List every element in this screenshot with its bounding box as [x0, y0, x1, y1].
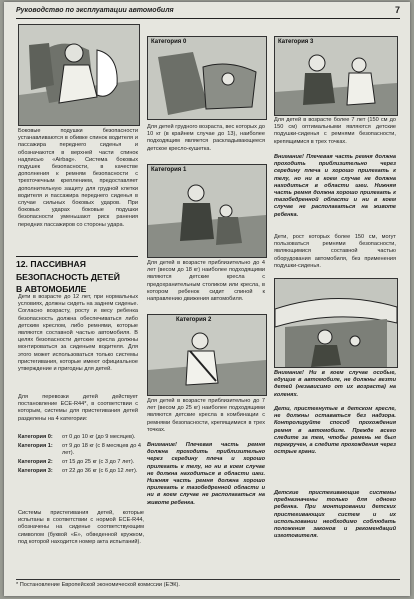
category-value: от 9 до 18 кг (с 8 месяцев до 4 лет).	[62, 443, 141, 456]
category-2-illustration	[147, 314, 267, 396]
category-2-label: Категория 2	[176, 317, 212, 323]
footnote: * Постановление Европейской экономической комиссии (ЕЭК).	[16, 579, 400, 588]
supervision-warning: Дети, пристегнутые в детском кресле, не должны оставаться без надзора. Контролируйте способ прохождения ремня в автомобиле. Прежде всего следите за тем, чтобы ремень не был перекручен, а следите прохождения через острые грани.	[274, 406, 396, 456]
section-title-line2: БЕЗОПАСНОСТЬ ДЕТЕЙ	[16, 271, 120, 282]
category-name: Категория 3:	[18, 468, 53, 474]
children-paragraph-2: Для перевозки детей действует постановление ЕСЕ-R44*, в соответствии с которым, системы для пристегивания детей разделены на 4 категории:	[18, 394, 138, 422]
category-value: от 15 до 25 кг (с 3 до 7 лет).	[62, 459, 135, 465]
category-row	[18, 468, 146, 475]
airbag-paragraph: Боковые подушки безопасности устанавливаются в обивке спинок водителя и пассажира переднего сиденья и обозначаются в верхней части спинок надписью «Airbag». Система боковых подушек безопасности, в качестве дополнения к ремням безопасности с трехточечным креплением, предоставляет дополнительную защиту для грудной клетки водителя и пассажира переднего сиденья в случае сильных боковых ударов. При боковых ударах боковые подушки безопасности уменьшают риск ранения передних пассажиров со стороны удара.	[18, 128, 138, 228]
lap-warning: Внимание! Ни в коем случае особые, едущие в автомобиле, не должны везти детей (независимо от их возраста) на коленях.	[274, 370, 396, 398]
lap-warning-illustration	[274, 278, 398, 368]
category-value: от 22 до 36 кг (с 6 до 12 лет).	[62, 468, 138, 474]
category-row	[18, 434, 146, 441]
category-1-text: Для детей в возрасте приблизительно до 4 лет (весом до 18 кг) наиболее подходящими являются детские кресла с предохранительным столиком или кресла, в котором ребенок сидит спиной к направлению движения автомобиля.	[147, 260, 265, 303]
manual-page	[4, 2, 410, 596]
growth-paragraph: Дети, рост которых более 150 см, могут пользоваться ремнями безопасности, являющимися составной частью оборудования автомобиля, без применения подушки-сиденья.	[274, 234, 396, 269]
header-title: Руководство по эксплуатации автомобиля	[16, 7, 174, 14]
page-number: 7	[394, 5, 400, 15]
category-value: от 0 до 10 кг (до 9 месяцев).	[62, 434, 136, 440]
category-0-label: Категория 0	[151, 39, 187, 45]
section-title-line3: В АВТОМОБИЛЕ	[16, 284, 87, 294]
category-row	[18, 459, 146, 466]
category-0-illustration	[147, 36, 267, 120]
category-3-label: Категория 3	[278, 39, 314, 45]
children-paragraph-3: Системы пристегивания детей, которые испытаны в соответствии с нормой ЕСЕ-R44, обозначены на сиденье соответствующим символом (буквой «Е», обведенной кружком, под которой находится номер акта испытаний).	[18, 510, 144, 545]
category-1-label: Категория 1	[151, 167, 187, 173]
category-row	[18, 443, 146, 457]
category-name: Категория 2:	[18, 459, 53, 465]
category-0-text: Для детей грудного возраста, вес которых до 10 кг (в крайнем случае до 13), наиболее подходящим является раскладывающееся детское кресло-кушетка.	[147, 124, 265, 152]
category-2-warning: Внимание! Плечевая часть ремня должна проходить приблизительно через середину плеча и хорошо прилегать к телу, но ни в коем случае не должна находиться в области шеи. Нижняя часть ремня должна хорошо прилегать к тазобедренной области и ни в коем случае не располагаться на животе ребенка.	[147, 442, 265, 506]
category-1-illustration	[147, 164, 267, 258]
category-name: Категория 1:	[18, 443, 53, 449]
single-child-paragraph: Детские пристегивающие системы предназначены только для одного ребенка. При монтировании детских пристегивающих систем и их использовании необходимо соблюдать положения законов и рекомендаций изготовителя.	[274, 490, 396, 540]
category-3-illustration	[274, 36, 398, 116]
airbag-illustration	[18, 24, 140, 126]
category-2-text: Для детей в возрасте приблизительно до 7 лет (весом до 25 кг) наиболее подходящими являются детские кресла в комбинации с ремнями безопасности, крепящимися в трех точках.	[147, 398, 265, 433]
page-header	[16, 6, 400, 19]
children-paragraph-1: Дети в возрасте до 12 лет, при нормальных условиях, должны сидеть на заднем сиденье. Согласно возрасту, росту и весу ребенка безопасность должна обеспечиваться либо детским креслом, либо ремнями, которые являются составной частью автомобиля. В целях безопасности детские кресла должны монтироваться за сиденьем водителя. Для этого может использоваться только системы пристегивания, которые имеют официальное утверждение и пригодны для детей.	[18, 294, 138, 373]
section-title-line1: 12. ПАССИВНАЯ	[16, 259, 86, 269]
category-name: Категория 0:	[18, 434, 53, 440]
category-list	[18, 434, 146, 477]
category-3-warning: Внимание! Плечевая часть ремня должна проходить приблизительно через середину плеча и хорошо прилегать к телу, но ни в коем случае не должна находиться в области шеи. Нижняя часть ремня должна хорошо прилегать к тазобедренной области и ни в коем случае не располагаться на животе ребенка.	[274, 154, 396, 218]
section-heading	[16, 256, 138, 295]
category-3-text: Для детей в возрасте более 7 лет (150 см до 150 см) оптимальными являются детские подушки-сиденья с ремнями безопасности, крепящимися в трех точках.	[274, 117, 396, 145]
